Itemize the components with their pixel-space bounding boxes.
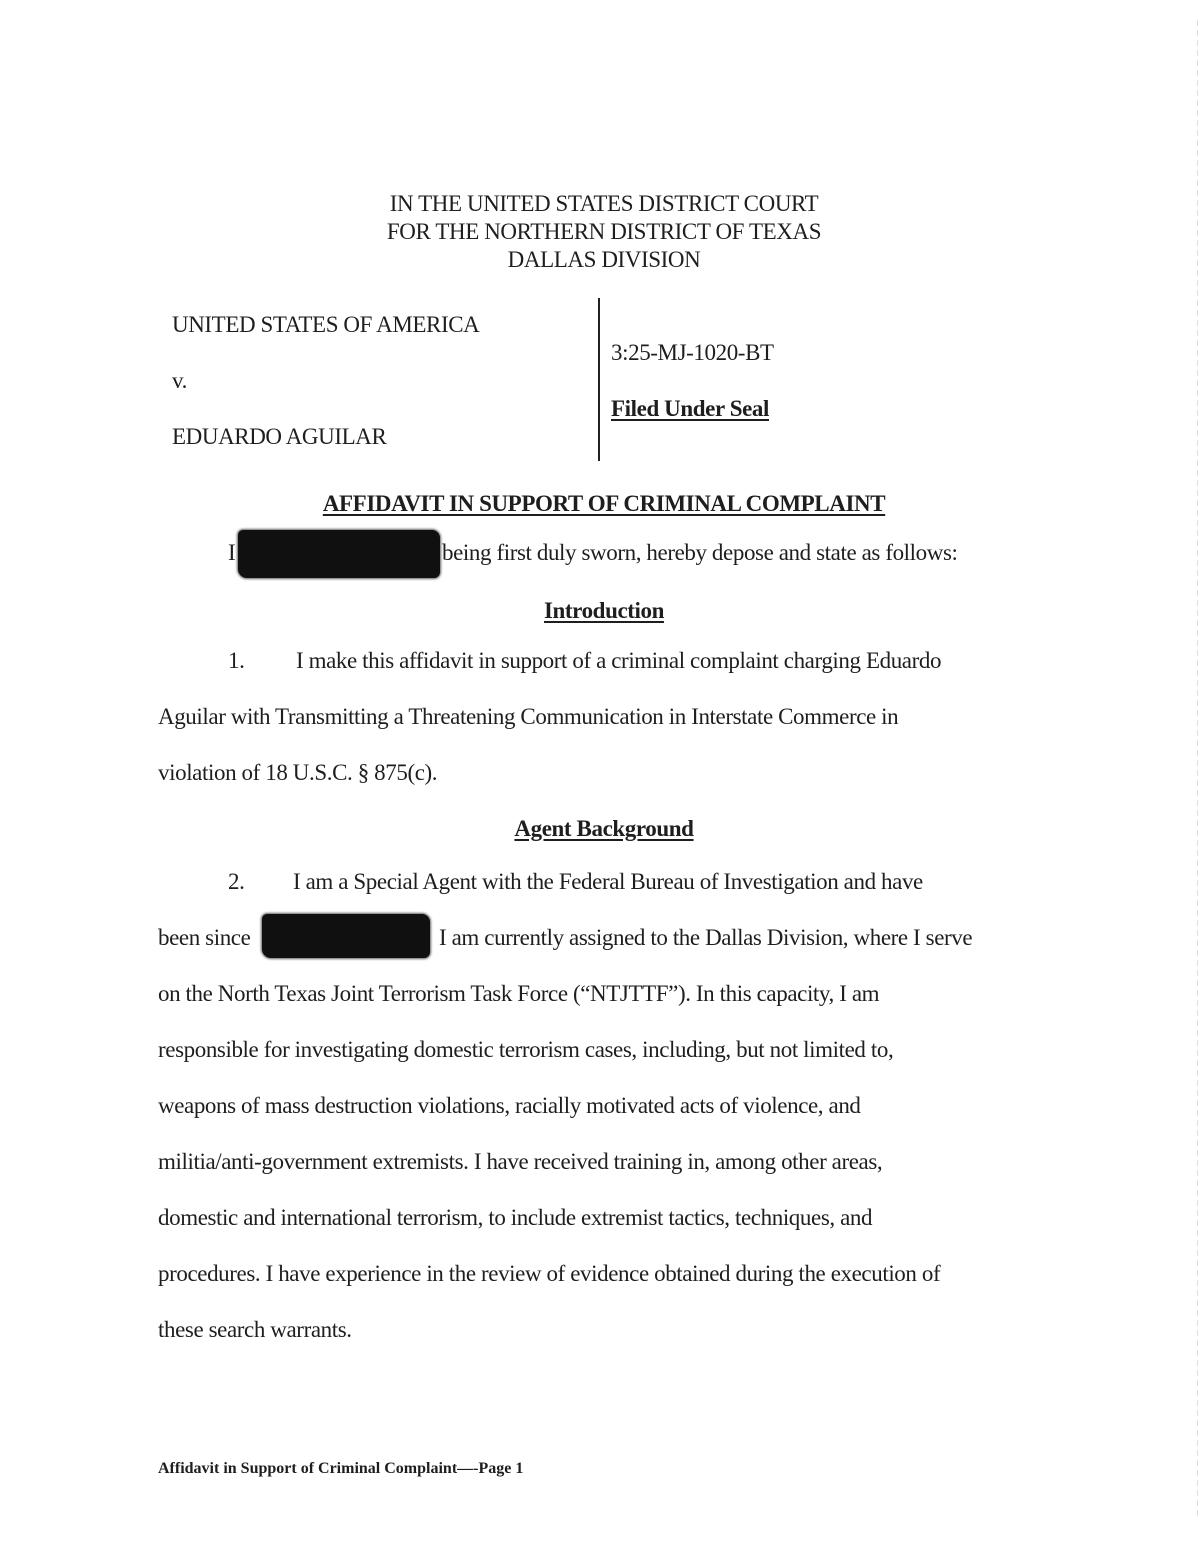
paragraph-number-2: 2. [228, 869, 245, 894]
redaction-block-date [262, 914, 430, 958]
paragraph-1-line: Aguilar with Transmitting a Threatening Communication in Interstate Commerce in [158, 704, 899, 729]
paragraph-2-line: procedures. I have experience in the review of evidence obtained during the execution of [158, 1261, 941, 1286]
paragraph-2-line: I am a Special Agent with the Federal Bureau of Investigation and have [293, 869, 923, 894]
paragraph-1-line: violation of 18 U.S.C. § 875(c). [158, 760, 438, 785]
paragraph-2-line: responsible for investigating domestic terrorism cases, including, but not limited to, [158, 1037, 894, 1062]
redaction-block-affiant-name [238, 530, 440, 578]
scan-edge-artifact [1197, 20, 1198, 1520]
paragraph-2-line: militia/anti-government extremists. I have received training in, among other areas, [158, 1149, 883, 1174]
paragraph-2-line: these search warrants. [158, 1317, 352, 1342]
section-heading-introduction: Introduction [543, 598, 665, 623]
paragraph-number-1: 1. [228, 648, 245, 673]
oath-prefix: I [228, 540, 236, 565]
section-heading-agent-background: Agent Background [514, 816, 694, 841]
court-header-line-1: IN THE UNITED STATES DISTRICT COURT [389, 191, 819, 216]
paragraph-2-line: domestic and international terrorism, to include extremist tactics, techniques, and [158, 1205, 873, 1230]
seal-notice: Filed Under Seal [611, 396, 770, 421]
plaintiff-name: UNITED STATES OF AMERICA [172, 312, 480, 337]
case-number: 3:25-MJ-1020-BT [611, 340, 774, 365]
versus: v. [172, 368, 187, 393]
court-header-line-2: FOR THE NORTHERN DISTRICT OF TEXAS [386, 219, 822, 244]
document-title: AFFIDAVIT IN SUPPORT OF CRIMINAL COMPLAINT [322, 491, 886, 516]
caption-divider [598, 298, 600, 461]
paragraph-2-line: weapons of mass destruction violations, racially motivated acts of violence, and [158, 1093, 861, 1118]
defendant-name: EDUARDO AGUILAR [172, 424, 387, 449]
paragraph-2-line-suffix: I am currently assigned to the Dallas Division, where I serve [439, 925, 973, 950]
oath-text: being first duly sworn, hereby depose and state as follows: [442, 540, 958, 565]
paragraph-1-line: I make this affidavit in support of a criminal complaint charging Eduardo [296, 648, 942, 673]
court-header-line-3: DALLAS DIVISION [507, 247, 701, 272]
paragraph-2-line: on the North Texas Joint Terrorism Task Force (“NTJTTF”). In this capacity, I am [158, 981, 880, 1006]
paragraph-2-line-prefix: been since [158, 925, 251, 950]
page-footer: Affidavit in Support of Criminal Complaint—-Page 1 [158, 1460, 524, 1477]
